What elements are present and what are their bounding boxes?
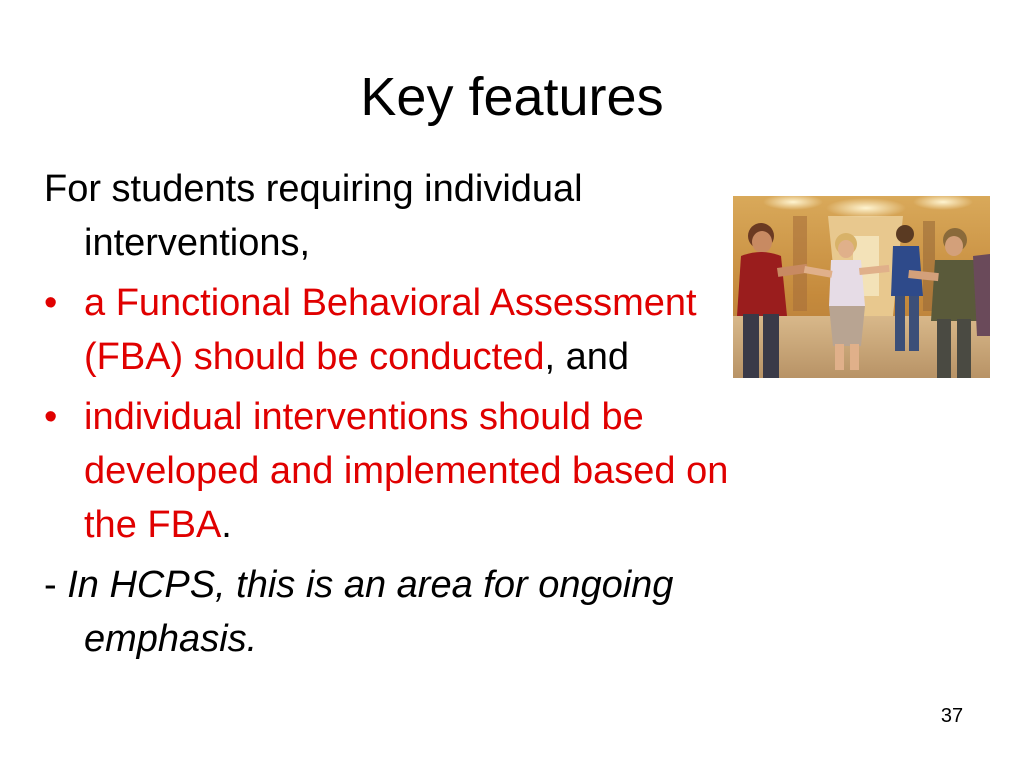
slide-number: 37	[940, 705, 964, 727]
bullet-text-highlight: a Functional Behavioral Assessment (FBA) should be conducted	[84, 282, 697, 378]
bullet-text-highlight: individual interventions should be developed and implemented based on the FBA	[84, 396, 729, 546]
bullet-item-fba	[44, 276, 764, 384]
hallway-photo	[733, 196, 990, 378]
intro-paragraph: For students requiring individual interventions,	[44, 168, 583, 264]
hallway-scene-image	[733, 196, 990, 378]
slide-title: Key features	[360, 67, 664, 127]
note-dash: -	[44, 564, 68, 606]
bullet-marker: •	[44, 282, 58, 324]
note-italic-text: In HCPS, this is an area for ongoing emphasis.	[67, 564, 674, 660]
note-paragraph	[44, 558, 764, 666]
slide-body	[44, 162, 764, 666]
bullet-item-interventions	[44, 390, 764, 552]
bullet-text-tail: , and	[544, 336, 630, 378]
bullet-marker: •	[44, 396, 58, 438]
bullet-text-tail: .	[221, 504, 232, 546]
